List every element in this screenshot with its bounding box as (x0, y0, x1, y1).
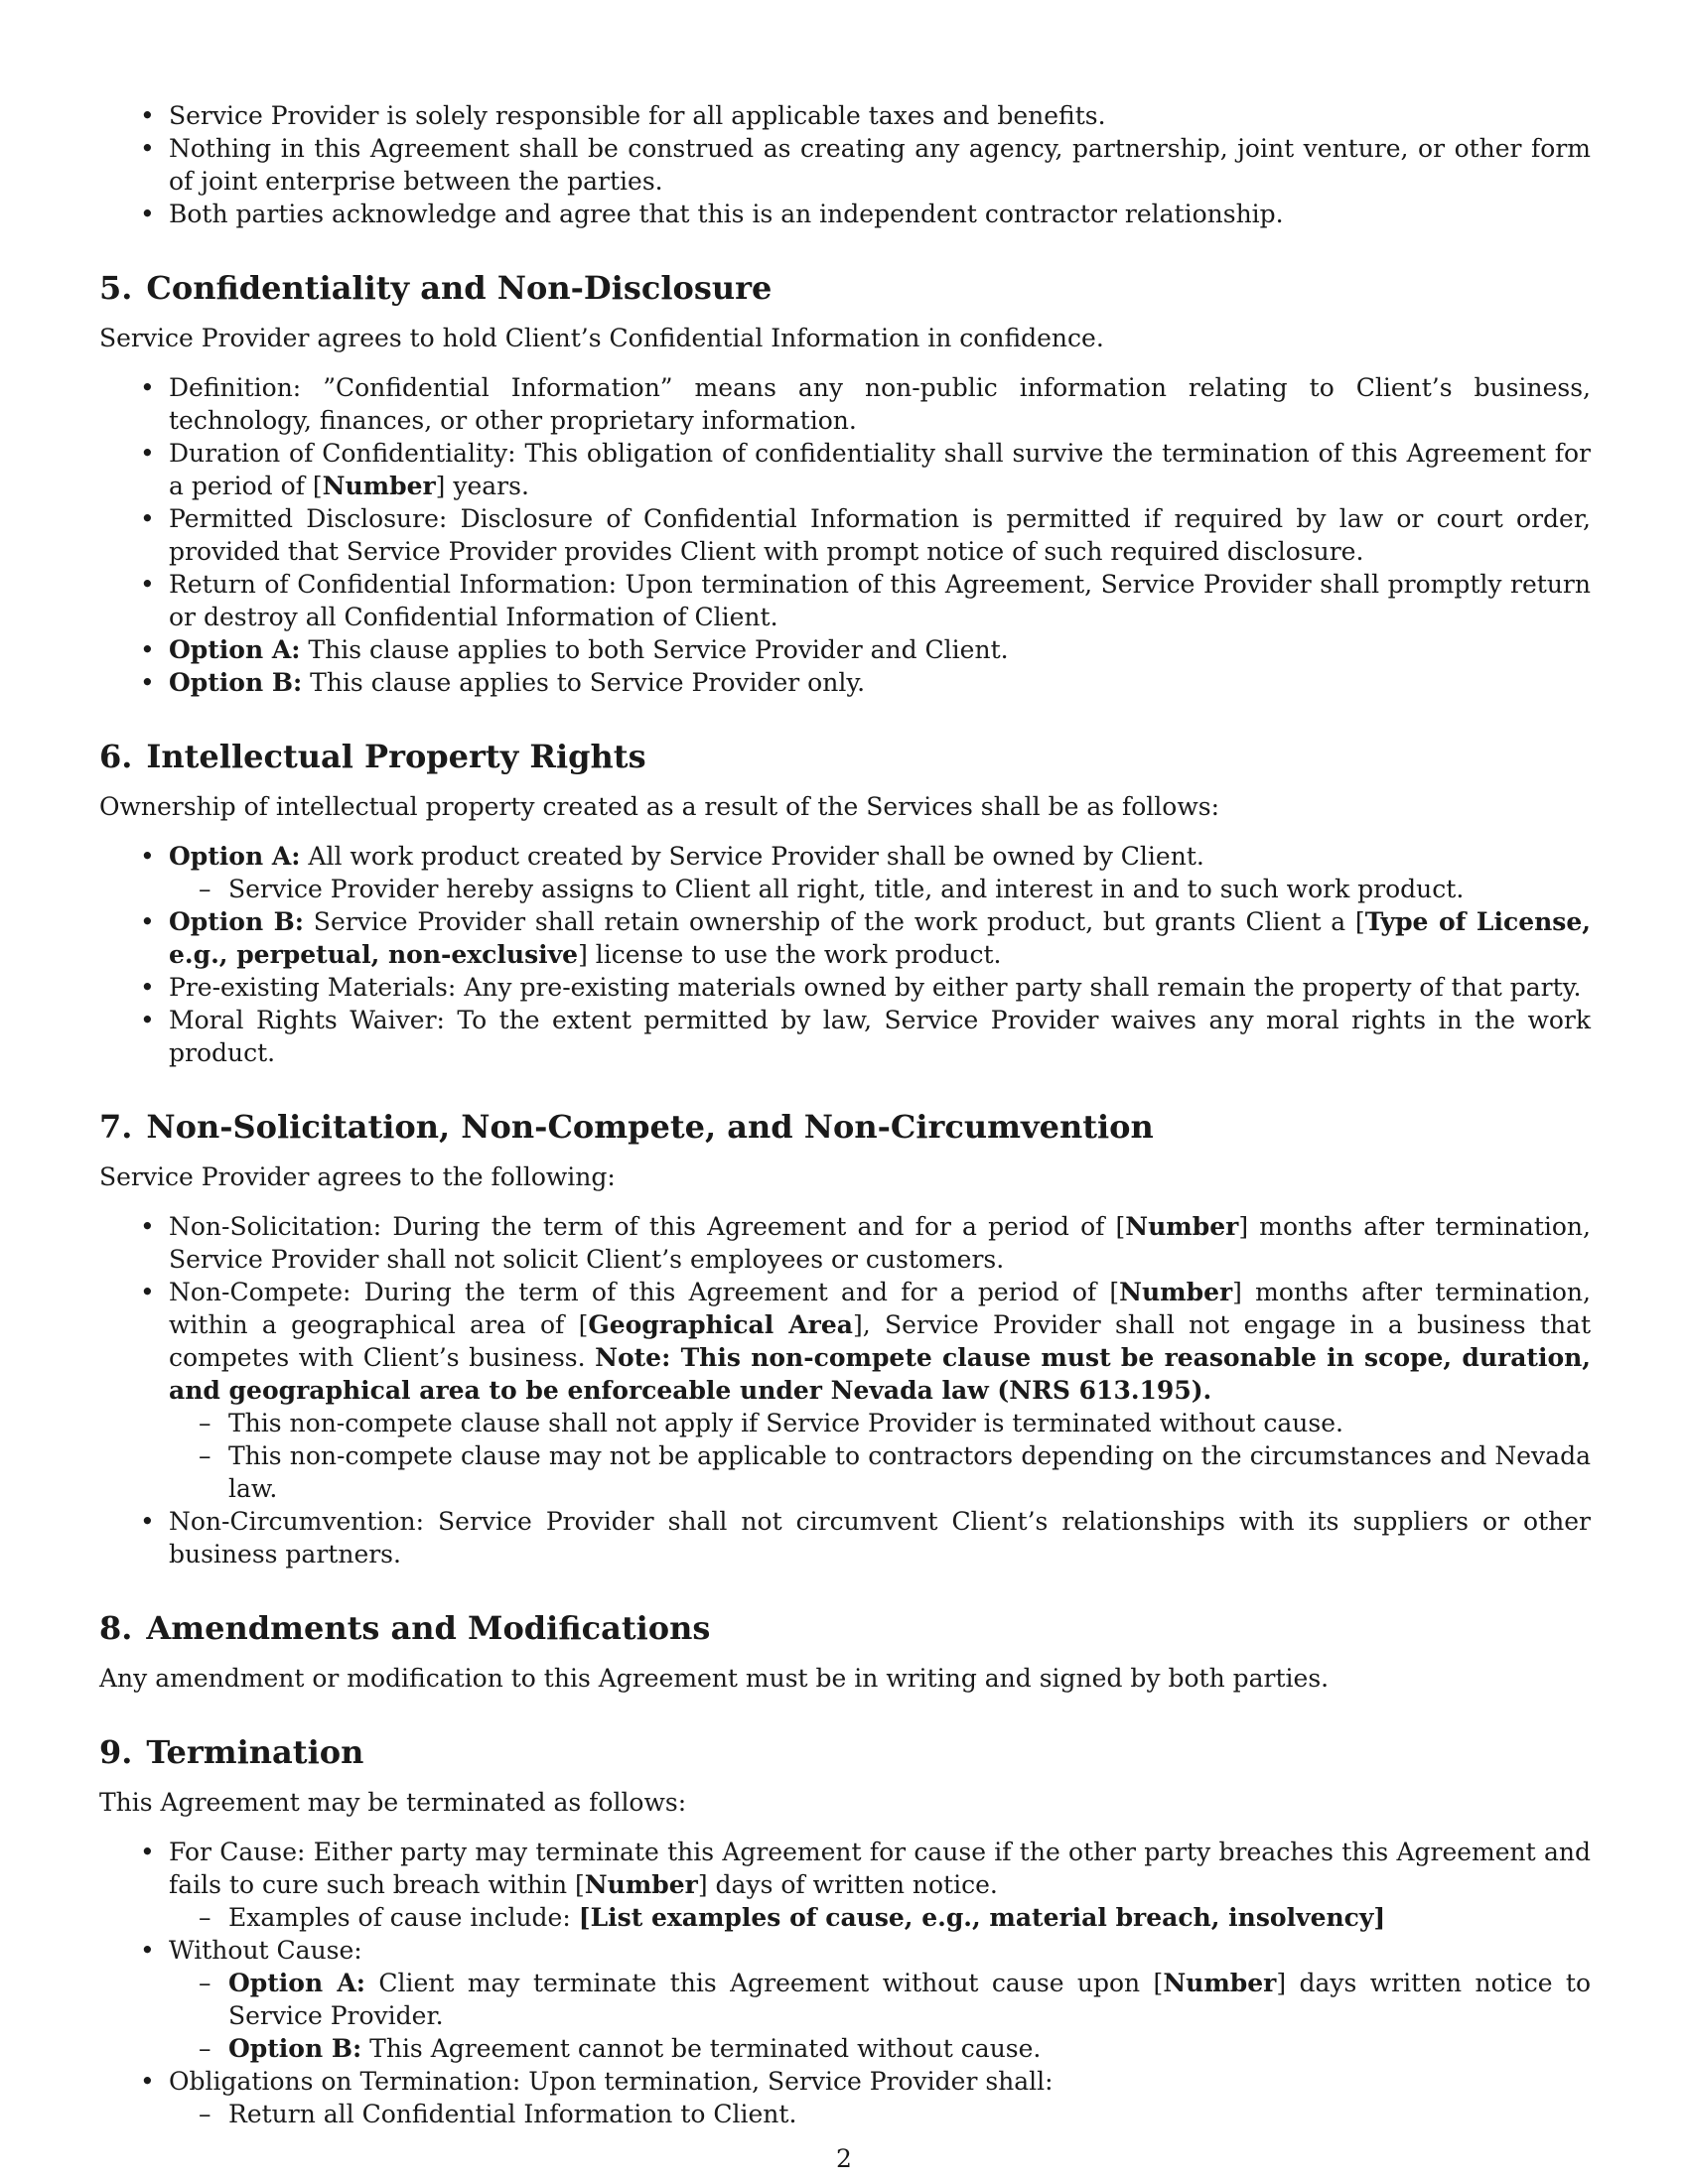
document-body (99, 99, 1591, 2130)
list-item: • Both parties acknowledge and agree that this is an independent contractor relationship. (99, 198, 1591, 230)
page-number: 2 (836, 2144, 852, 2173)
sub-list-item: – This non-compete clause shall not apply if Service Provider is terminated without cause. (169, 1407, 1591, 1439)
nevada-law-note: Note: This non-compete clause must be reasonable in scope, duration, and geographical area to be enforceable under Nevada law (NRS 613.195). (169, 1343, 1592, 1405)
section-heading: 7. Non-Solicitation, Non-Compete, and Non-Circumvention (99, 1108, 1154, 1146)
section-termination (99, 1732, 1591, 2130)
list-item: • For Cause: Either party may terminate this Agreement for cause if the other party breaches this Agreement and fails to cure such breach within [Number] days of written notice. – Examples of cause include: [List examples of cause, e.g., material breach, insolvency] (99, 1836, 1591, 1934)
sub-bullet-list (169, 1901, 1591, 1934)
sub-list-item: – Return all Confidential Information to Client. (169, 2098, 1591, 2130)
sub-bullet-list (169, 1967, 1591, 2065)
bullet-list (99, 1836, 1591, 2130)
sub-list-item: – Option A: Client may terminate this Agreement without cause upon [Number] days written notice to Service Provider. (169, 1967, 1591, 2032)
section-amendments (99, 1608, 1591, 1695)
bullet-list (99, 1210, 1591, 1570)
list-item: • Non-Solicitation: During the term of this Agreement and for a period of [Number] months after termination, Service Provider shall not solicit Client’s employees or customers. (99, 1210, 1591, 1276)
section-intro: Service Provider agrees to the following: (99, 1162, 616, 1191)
list-item: • Option A: This clause applies to both Service Provider and Client. (99, 633, 1591, 666)
list-item: • Without Cause: – Option A: Client may terminate this Agreement without cause upon [Number] days written notice to Service Provider. – Option B: This Agreement cannot be terminated without cause. (99, 1934, 1591, 2065)
list-item: • Duration of Confidentiality: This obligation of confidentiality shall survive the termination of this Agreement for a period of [Number] years. (99, 437, 1591, 502)
list-item: • Service Provider is solely responsible for all applicable taxes and benefits. (99, 99, 1591, 132)
section-non-solicitation (99, 1107, 1591, 1570)
sub-list-item: – Option B: This Agreement cannot be terminated without cause. (169, 2032, 1591, 2065)
list-item: • Option B: This clause applies to Service Provider only. (99, 666, 1591, 699)
sub-list-item: – Examples of cause include: [List examples of cause, e.g., material breach, insolvency] (169, 1901, 1591, 1934)
continued-bullet-list (99, 99, 1591, 230)
section-intro: Service Provider agrees to hold Client’s Confidential Information in confidence. (99, 324, 1104, 352)
list-item: • Option A: All work product created by Service Provider shall be owned by Client. – Service Provider hereby assigns to Client all right, title, and interest in and to such work product. (99, 840, 1591, 905)
section-intro: This Agreement may be terminated as follows: (99, 1788, 687, 1817)
list-item: • Pre-existing Materials: Any pre-existing materials owned by either party shall remain the property of that party. (99, 971, 1591, 1004)
section-heading: 5. Confidentiality and Non-Disclosure (99, 269, 773, 307)
sub-list-item: – This non-compete clause may not be applicable to contractors depending on the circumstances and Nevada law. (169, 1439, 1591, 1505)
bullet-list (99, 840, 1591, 1069)
list-item: • Obligations on Termination: Upon termination, Service Provider shall: – Return all Confidential Information to Client. (99, 2065, 1591, 2130)
sub-bullet-list (169, 873, 1591, 905)
list-item: • Return of Confidential Information: Upon termination of this Agreement, Service Provider shall promptly return or destroy all Confidential Information of Client. (99, 568, 1591, 633)
section-heading: 6. Intellectual Property Rights (99, 738, 646, 775)
section-intellectual-property (99, 737, 1591, 1069)
section-heading: 9. Termination (99, 1733, 364, 1771)
sub-list-item: – Service Provider hereby assigns to Client all right, title, and interest in and to such work product. (169, 873, 1591, 905)
section-intro: Ownership of intellectual property created as a result of the Services shall be as follows: (99, 792, 1220, 821)
list-item: • Definition: ”Confidential Information” means any non-public information relating to Client’s business, technology, finances, or other proprietary information. (99, 371, 1591, 437)
bullet-list (99, 371, 1591, 699)
list-item: • Option B: Service Provider shall retain ownership of the work product, but grants Client a [Type of License, e.g., perpetual, non-exclusive] license to use the work product. (99, 905, 1591, 971)
list-item: • Nothing in this Agreement shall be construed as creating any agency, partnership, joint venture, or other form of joint enterprise between the parties. (99, 132, 1591, 198)
section-heading: 8. Amendments and Modifications (99, 1609, 711, 1647)
list-item: • Non-Compete: During the term of this Agreement and for a period of [Number] months after termination, within a geographical area of [Geographical Area], Service Provider shall not engage in a business that competes with Client’s business. Note: This non-compete clause must be reasonable in scope, duration, and geographical area to be enforceable under Nevada law (NRS 613.195). – This non-compete clause shall not apply if Service Provider is terminated without cause. – This non-compete clause may not be applicable to contractors depending on the circumstances and Nevada law. (99, 1276, 1591, 1505)
list-item: • Non-Circumvention: Service Provider shall not circumvent Client’s relationships with its suppliers or other business partners. (99, 1505, 1591, 1570)
list-item: • Moral Rights Waiver: To the extent permitted by law, Service Provider waives any moral rights in the work product. (99, 1004, 1591, 1069)
sub-bullet-list (169, 1407, 1591, 1505)
sub-bullet-list (169, 2098, 1591, 2130)
section-confidentiality (99, 268, 1591, 699)
list-item: • Permitted Disclosure: Disclosure of Confidential Information is permitted if required by law or court order, provided that Service Provider provides Client with prompt notice of such required disclosure. (99, 502, 1591, 568)
section-intro: Any amendment or modification to this Agreement must be in writing and signed by both parties. (99, 1664, 1330, 1693)
